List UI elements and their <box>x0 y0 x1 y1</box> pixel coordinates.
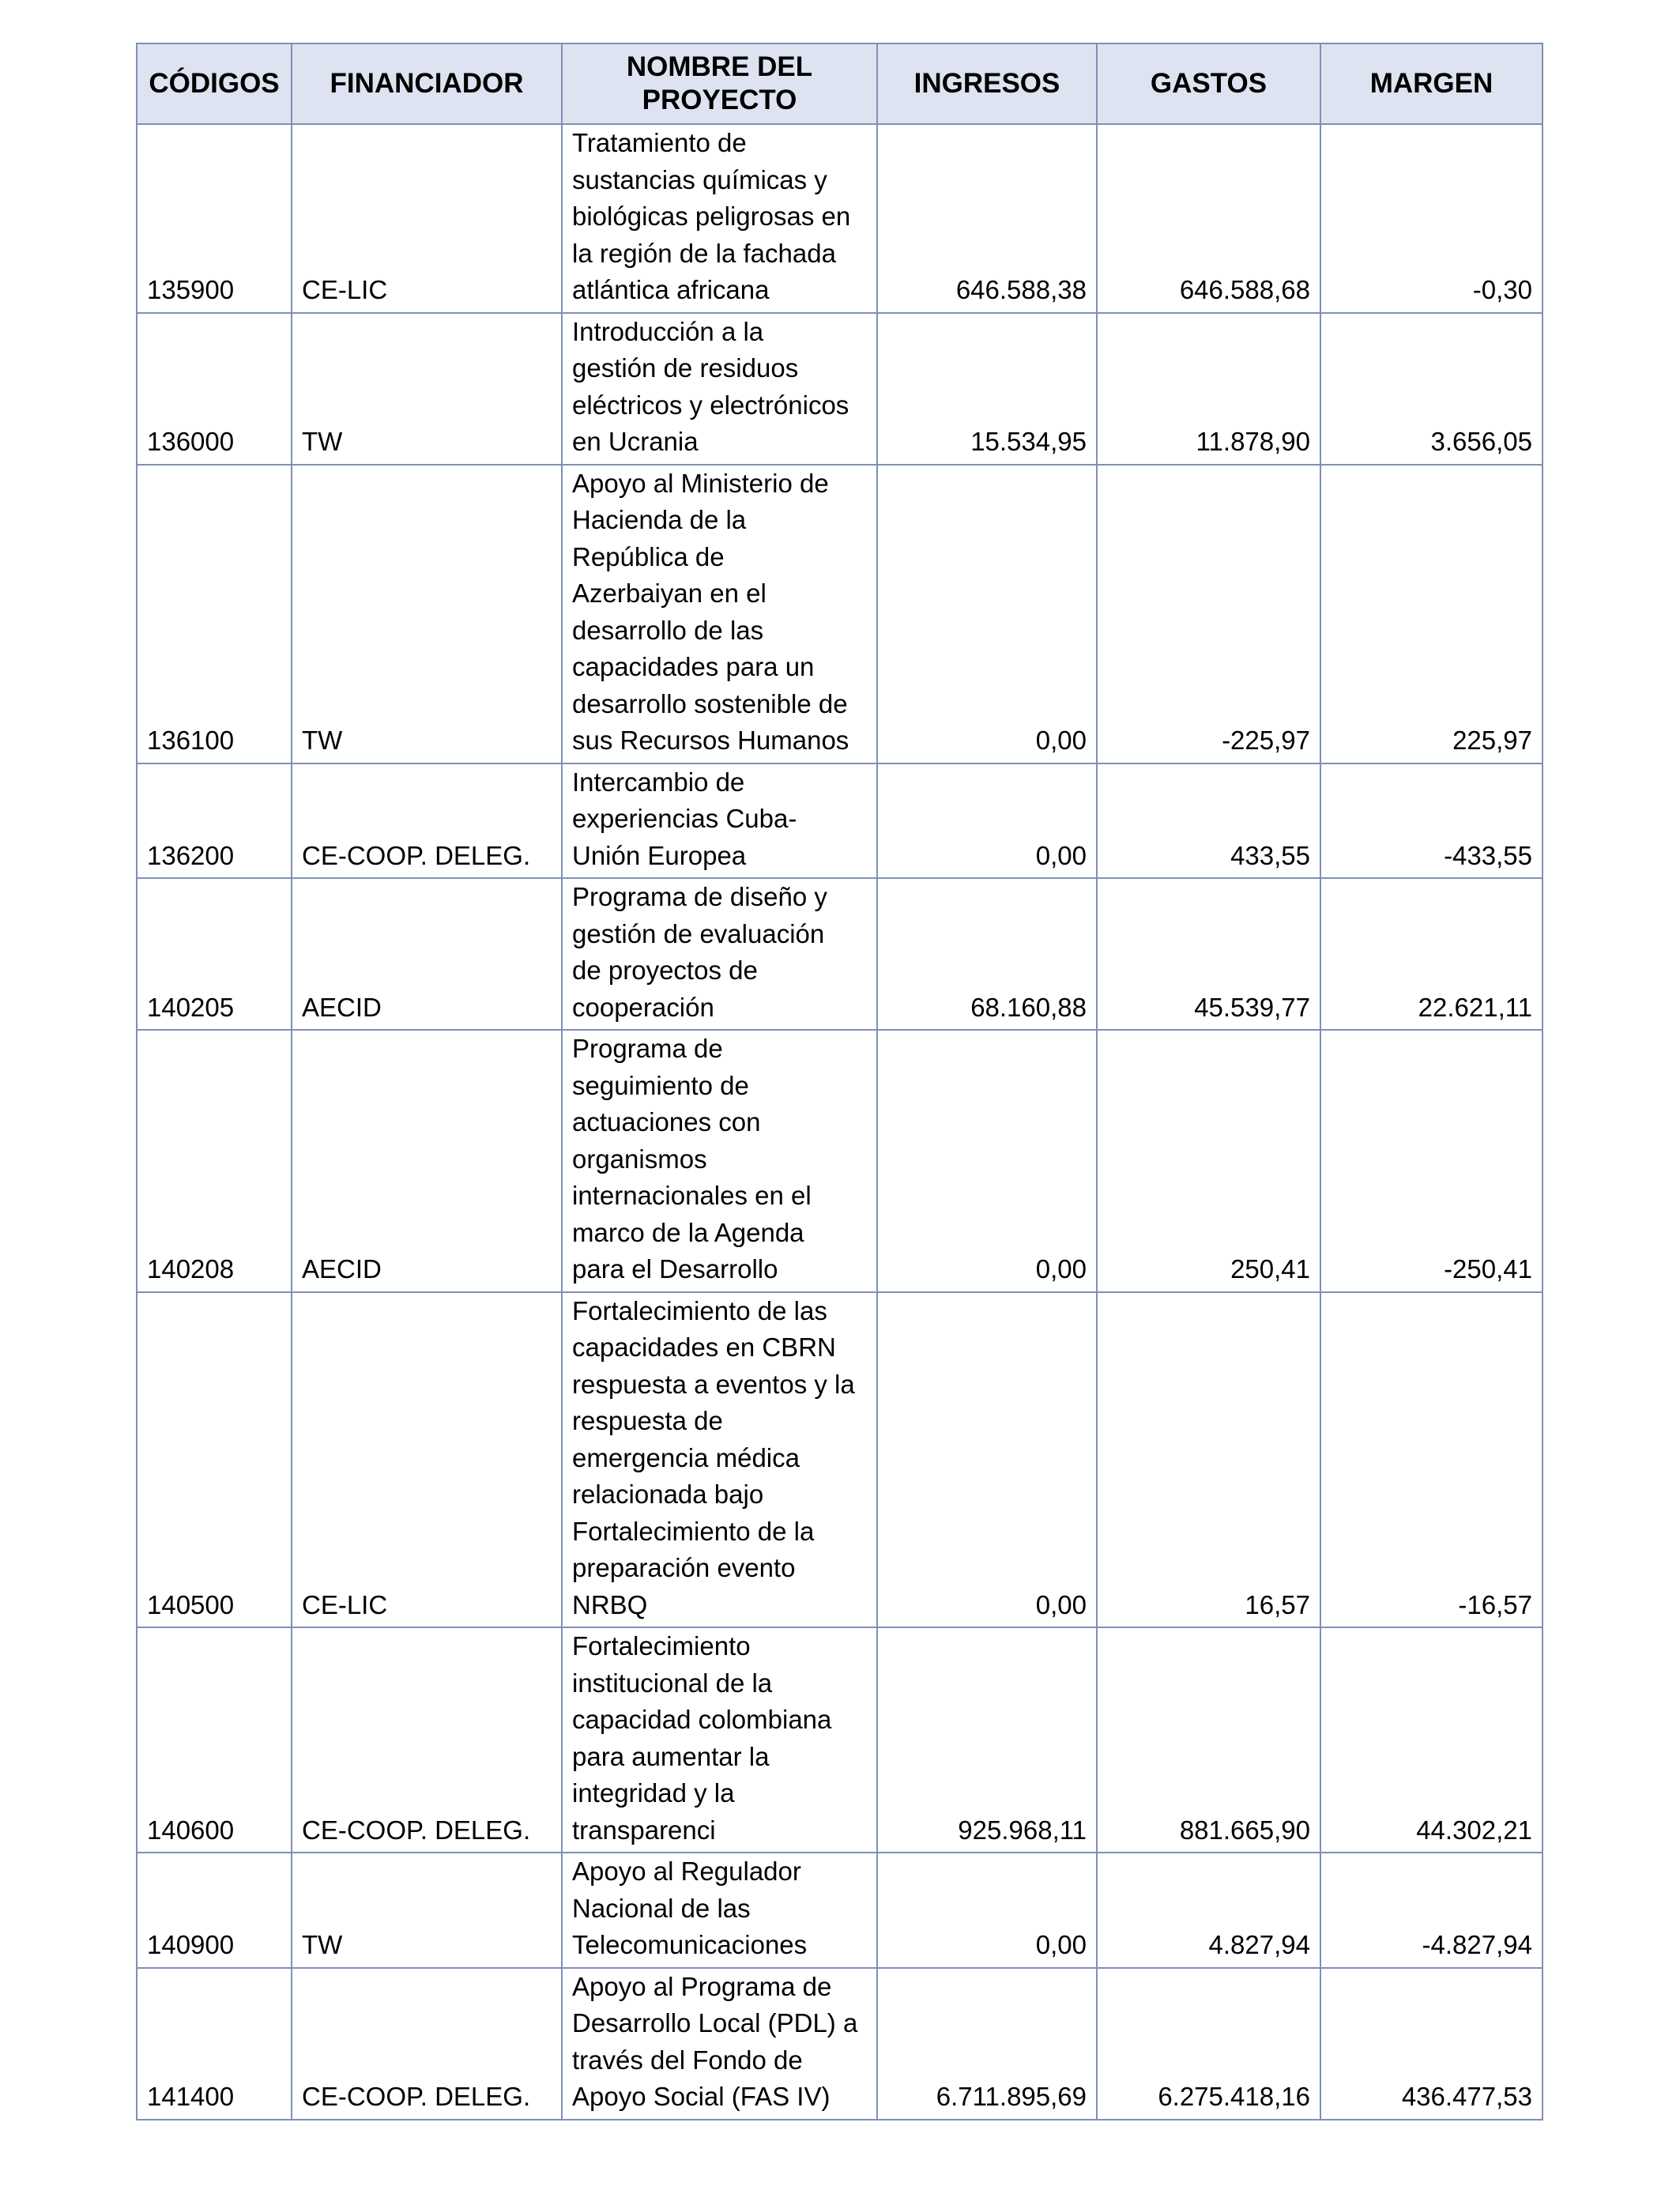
project-name-line: gestión de residuos <box>572 353 799 383</box>
cell-code: 140208 <box>137 1030 292 1292</box>
project-name-line: capacidades para un <box>572 652 815 681</box>
cell-margin: 225,97 <box>1320 465 1543 763</box>
cell-margin: 22.621,11 <box>1320 878 1543 1030</box>
project-name-line: Desarrollo Local (PDL) a <box>572 2008 858 2038</box>
project-name-line: Programa de diseño y <box>572 882 827 911</box>
project-name-line: Apoyo al Regulador <box>572 1857 801 1886</box>
project-name-line: biológicas peligrosas en <box>572 202 851 231</box>
header-row <box>137 43 1543 124</box>
project-name-line: capacidades en CBRN <box>572 1333 836 1362</box>
cell-income: 646.588,38 <box>877 124 1097 313</box>
cell-funder: CE-COOP. DELEG. <box>292 1968 562 2120</box>
cell-expenses: 11.878,90 <box>1097 313 1320 465</box>
table-header <box>137 43 1543 124</box>
table-row <box>137 878 1543 1030</box>
project-name-line: desarrollo sostenible de <box>572 688 848 718</box>
cell-expenses: -225,97 <box>1097 465 1320 763</box>
cell-margin: 3.656,05 <box>1320 313 1543 465</box>
project-name-line: República de <box>572 541 725 571</box>
cell-code: 136100 <box>137 465 292 763</box>
project-name-line: para aumentar la <box>572 1741 770 1771</box>
project-name-line: Apoyo al Programa de <box>572 1971 832 2001</box>
cell-expenses: 646.588,68 <box>1097 124 1320 313</box>
project-name-line: NRBQ <box>572 1589 648 1619</box>
cell-margin: 436.477,53 <box>1320 1968 1543 2120</box>
cell-project-name <box>562 1968 877 2120</box>
cell-code: 136000 <box>137 313 292 465</box>
project-name-line: Intercambio de <box>572 767 745 797</box>
project-name-line: capacidad colombiana <box>572 1705 832 1734</box>
project-name-line: Programa de <box>572 1034 723 1063</box>
cell-code: 136200 <box>137 763 292 879</box>
cell-funder: CE-COOP. DELEG. <box>292 763 562 879</box>
cell-funder: TW <box>292 313 562 465</box>
project-name-line: sustancias químicas y <box>572 164 827 194</box>
header-income: INGRESOS <box>877 43 1097 124</box>
table-row <box>137 465 1543 763</box>
cell-project-name <box>562 763 877 879</box>
cell-project-name <box>562 124 877 313</box>
project-name-line: en Ucrania <box>572 427 699 456</box>
project-name-line: Nacional de las <box>572 1893 751 1923</box>
header-funder: FINANCIADOR <box>292 43 562 124</box>
cell-funder: TW <box>292 465 562 763</box>
cell-funder: AECID <box>292 1030 562 1292</box>
project-name-line: institucional de la <box>572 1668 773 1698</box>
project-name-line: Hacienda de la <box>572 505 747 534</box>
table-row <box>137 313 1543 465</box>
cell-funder: CE-LIC <box>292 124 562 313</box>
cell-expenses: 45.539,77 <box>1097 878 1320 1030</box>
table-row <box>137 1030 1543 1292</box>
project-name-line: Fortalecimiento de las <box>572 1295 827 1325</box>
project-name-line: gestión de evaluación <box>572 918 825 948</box>
project-name-line: marco de la Agenda <box>572 1217 804 1247</box>
project-name-line: integridad y la <box>572 1778 735 1808</box>
project-name-line: atlántica africana <box>572 275 770 304</box>
cell-expenses: 881.665,90 <box>1097 1627 1320 1853</box>
cell-funder: AECID <box>292 878 562 1030</box>
cell-funder: TW <box>292 1853 562 1968</box>
table-row <box>137 1292 1543 1628</box>
cell-expenses: 250,41 <box>1097 1030 1320 1292</box>
project-name-line: preparación evento <box>572 1553 796 1582</box>
cell-income: 68.160,88 <box>877 878 1097 1030</box>
cell-code: 140900 <box>137 1853 292 1968</box>
header-project-name: NOMBRE DEL PROYECTO <box>562 43 877 124</box>
project-name-line: Telecomunicaciones <box>572 1930 808 1959</box>
cell-income: 925.968,11 <box>877 1627 1097 1853</box>
project-name-line: respuesta de <box>572 1406 723 1435</box>
cell-project-name <box>562 1030 877 1292</box>
cell-margin: -250,41 <box>1320 1030 1543 1292</box>
project-name-line: Azerbaiyan en el <box>572 579 767 608</box>
cell-expenses: 433,55 <box>1097 763 1320 879</box>
project-name-line: cooperación <box>572 992 714 1022</box>
cell-expenses: 6.275.418,16 <box>1097 1968 1320 2120</box>
cell-margin: -0,30 <box>1320 124 1543 313</box>
project-name-line: para el Desarrollo <box>572 1254 778 1284</box>
cell-project-name <box>562 1627 877 1853</box>
project-name-line: respuesta a eventos y la <box>572 1369 855 1399</box>
project-name-line: seguimiento de <box>572 1070 749 1100</box>
cell-income: 0,00 <box>877 1292 1097 1628</box>
project-name-line: la región de la fachada <box>572 238 836 268</box>
project-name-line: Unión Europea <box>572 840 747 870</box>
project-name-line: sus Recursos Humanos <box>572 726 849 755</box>
cell-income: 0,00 <box>877 1853 1097 1968</box>
project-name-line: relacionada bajo <box>572 1480 764 1509</box>
header-codes: CÓDIGOS <box>137 43 292 124</box>
cell-income: 6.711.895,69 <box>877 1968 1097 2120</box>
cell-income: 0,00 <box>877 1030 1097 1292</box>
cell-income: 15.534,95 <box>877 313 1097 465</box>
project-name-line: desarrollo de las <box>572 615 764 645</box>
table-row <box>137 1968 1543 2120</box>
project-name-line: experiencias Cuba- <box>572 804 797 833</box>
project-name-line: Apoyo al Ministerio de <box>572 468 829 498</box>
cell-project-name <box>562 313 877 465</box>
cell-project-name <box>562 1292 877 1628</box>
cell-project-name <box>562 878 877 1030</box>
project-name-line: organismos <box>572 1144 707 1174</box>
project-name-line: emergencia médica <box>572 1442 800 1472</box>
cell-margin: 44.302,21 <box>1320 1627 1543 1853</box>
table-row <box>137 124 1543 313</box>
cell-margin: -16,57 <box>1320 1292 1543 1628</box>
project-name-line: transparenci <box>572 1815 716 1845</box>
cell-margin: -4.827,94 <box>1320 1853 1543 1968</box>
cell-code: 140205 <box>137 878 292 1030</box>
project-name-line: través del Fondo de <box>572 2045 803 2075</box>
project-name-line: Fortalecimiento <box>572 1631 751 1661</box>
project-name-line: eléctricos y electrónicos <box>572 390 849 420</box>
cell-margin: -433,55 <box>1320 763 1543 879</box>
project-name-line: actuaciones con <box>572 1107 761 1137</box>
project-name-line: Tratamiento de <box>572 128 747 157</box>
cell-code: 135900 <box>137 124 292 313</box>
project-name-line: Fortalecimiento de la <box>572 1516 815 1546</box>
project-name-line: Apoyo Social (FAS IV) <box>572 2082 831 2111</box>
table-row <box>137 1627 1543 1853</box>
cell-code: 141400 <box>137 1968 292 2120</box>
projects-table <box>136 43 1543 2120</box>
project-name-line: internacionales en el <box>572 1181 812 1210</box>
header-margin: MARGEN <box>1320 43 1543 124</box>
cell-code: 140500 <box>137 1292 292 1628</box>
cell-code: 140600 <box>137 1627 292 1853</box>
header-expenses: GASTOS <box>1097 43 1320 124</box>
table-row <box>137 1853 1543 1968</box>
cell-funder: CE-LIC <box>292 1292 562 1628</box>
cell-funder: CE-COOP. DELEG. <box>292 1627 562 1853</box>
cell-expenses: 16,57 <box>1097 1292 1320 1628</box>
project-name-line: de proyectos de <box>572 956 758 985</box>
cell-income: 0,00 <box>877 465 1097 763</box>
cell-expenses: 4.827,94 <box>1097 1853 1320 1968</box>
project-name-line: Introducción a la <box>572 316 764 346</box>
cell-project-name <box>562 1853 877 1968</box>
table-row <box>137 763 1543 879</box>
table-body <box>137 124 1543 2120</box>
cell-project-name <box>562 465 877 763</box>
cell-income: 0,00 <box>877 763 1097 879</box>
